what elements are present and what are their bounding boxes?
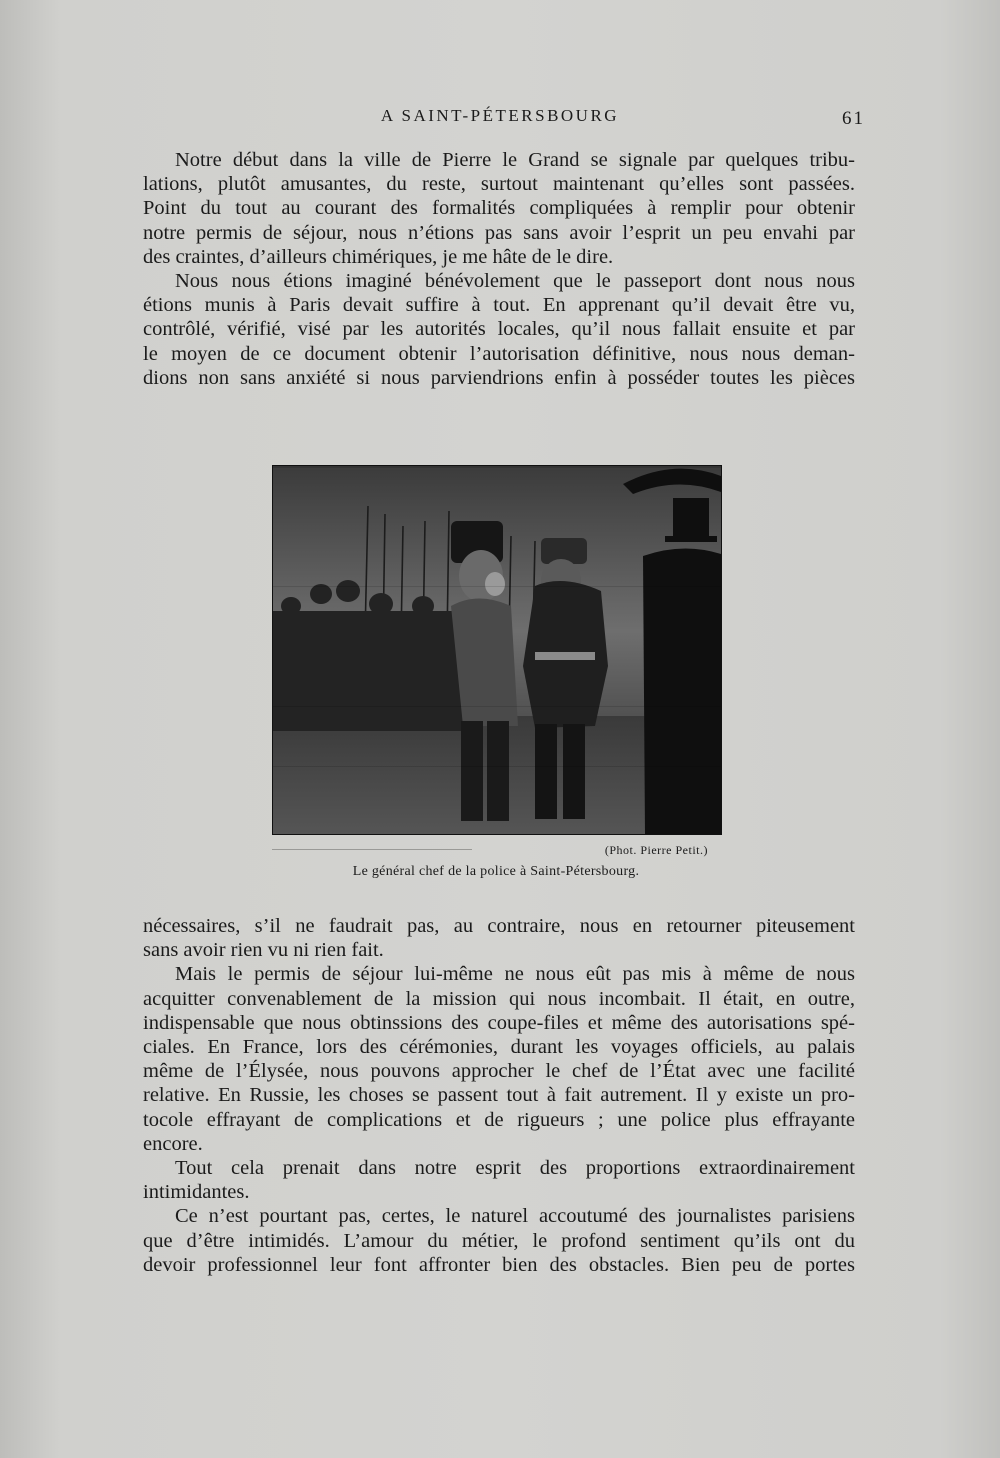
paragraph-line: des craintes, d’ailleurs chimériques, je me hâte de le dire.	[143, 245, 614, 268]
credit-rule	[272, 849, 472, 850]
paragraph-line: Tout cela prenait dans notre esprit des proportions extraordinairement	[175, 1157, 855, 1180]
paragraph-line: encore.	[143, 1132, 203, 1155]
paragraph-line: tocole effrayant de complications et de rigueurs ; une police plus effrayante	[143, 1108, 855, 1131]
paragraph-line: Notre début dans la ville de Pierre le Grand se signale par quelques tribu-	[175, 149, 855, 171]
paragraph-line: Point du tout au courant des formalités compliquées à remplir pour obtenir	[143, 197, 855, 220]
running-title: A SAINT-PÉTERSBOURG	[380, 106, 620, 125]
paragraph-line: le moyen de ce document obtenir l’autorisation définitive, nous nous deman-	[143, 342, 855, 365]
paragraph-line: devoir professionnel leur font affronter bien des obstacles. Bien peu de portes	[143, 1253, 855, 1276]
figure-caption: Le général chef de la police à Saint-Pétersbourg.	[352, 864, 640, 879]
paragraph-line: notre permis de séjour, nous n’étions pas sans avoir l’esprit un peu envahi par	[143, 221, 855, 244]
paragraph-line: Ce n’est pourtant pas, certes, le naturel accoutumé des journalistes parisiens	[175, 1205, 855, 1228]
paragraph-line: même de l’Élysée, nous pouvons approcher le chef de l’État avec une facilité	[143, 1060, 855, 1083]
paragraph-line: contrôlé, vérifié, visé par les autorités locales, qu’il nous fallait ensuite et par	[143, 318, 855, 341]
page-number: 61	[842, 108, 865, 129]
paragraph-line: Nous nous étions imaginé bénévolement que le passeport dont nous nous	[175, 270, 855, 293]
paragraph-line: nécessaires, s’il ne faudrait pas, au contraire, nous en retourner piteusement	[143, 915, 855, 937]
paragraph-line: indispensable que nous obtinssions des coupe-files et même des autorisations spé-	[143, 1011, 855, 1034]
paragraph-line: Mais le permis de séjour lui-même ne nous eût pas mis à même de nous	[175, 963, 855, 986]
paragraph-line: intimidantes.	[143, 1181, 250, 1204]
text-block-top	[143, 148, 855, 390]
paragraph-line: que d’être intimidés. L’amour du métier, le profond sentiment qu’ils ont du	[143, 1229, 855, 1252]
paragraph-line: dions non sans anxiété si nous parviendrions enfin à posséder toutes les pièces	[143, 366, 855, 389]
paragraph-line: relative. En Russie, les choses se passent tout à fait autrement. Il y existe un pro-	[143, 1084, 855, 1107]
paragraph-line: étions munis à Paris devait suffire à tout. En apprenant qu’il devait être vu,	[143, 294, 855, 317]
paragraph-line: sans avoir rien vu ni rien fait.	[143, 939, 384, 962]
paragraph-line: lations, plutôt amusantes, du reste, surtout maintenant qu’elles sont passées.	[143, 173, 855, 196]
paragraph-line: ciales. En France, lors des cérémonies, durant les voyages officiels, au palais	[143, 1036, 855, 1059]
photo-credit: (Phot. Pierre Petit.)	[604, 843, 708, 857]
text-block-bottom	[143, 914, 855, 1277]
paragraph-line: acquitter convenablement de la mission qui nous incombait. Il était, en outre,	[143, 987, 855, 1010]
halftone-photograph	[272, 465, 722, 835]
